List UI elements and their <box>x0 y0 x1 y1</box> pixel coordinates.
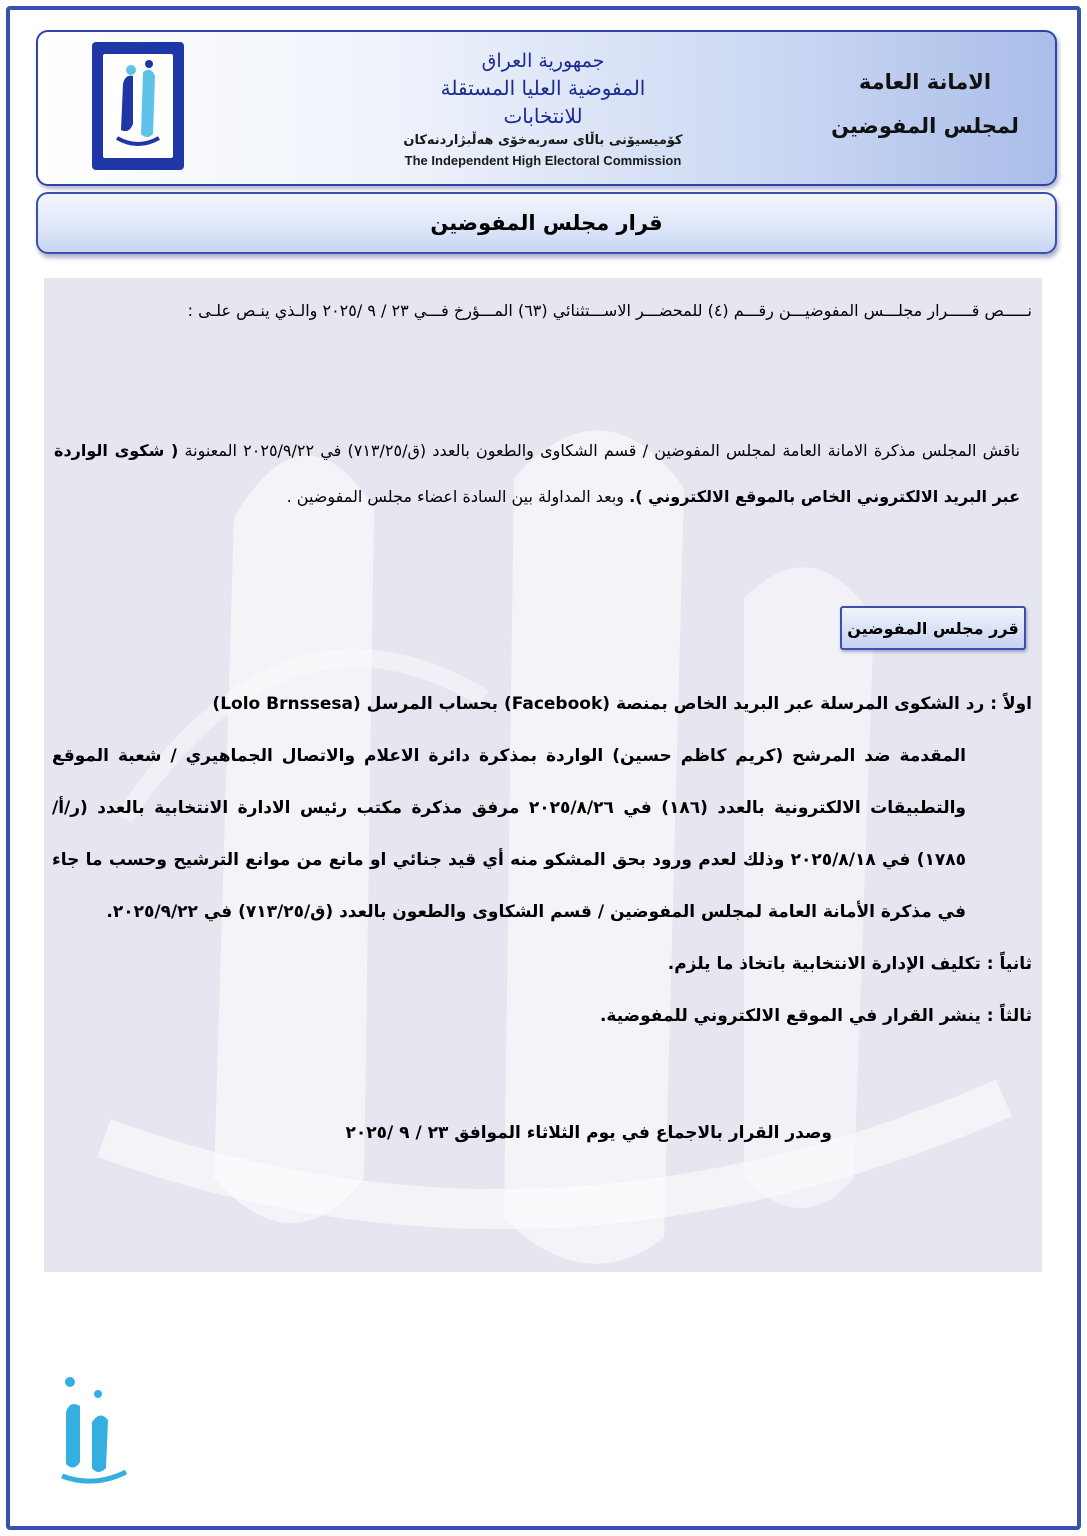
discussion-text-part2: وبعد المداولة بين السادة اعضاء مجلس المفوضين . <box>286 487 625 506</box>
org-name-kurdish: كۆمیسیۆنی باڵای سەربەخۆی هەڵبژاردنەکان <box>403 133 683 148</box>
intro-paragraph: نـــــص قـــــرار مجلـــس المفوضيـــن رقـــم (٤) للمحضـــر الاســـتثنائي (٦٣) المـــؤرخ فـــي ٢٣ / ٩ /٢٠٢٥ والـذي ينـص علـى : <box>187 301 1032 320</box>
decision-heading: قرر مجلس المفوضين <box>840 606 1026 650</box>
letterhead <box>36 30 1057 186</box>
complaint-subject: ( شكوى الواردة عبر البريد الالكتروني الخاص بالموقع الالكتروني ). <box>54 441 1020 506</box>
department-name <box>825 60 1025 148</box>
commission-logo-emblem <box>103 54 173 158</box>
decision-item-first-line: اولاً : رد الشكوى المرسلة عبر البريد الخاص بمنصة (Facebook) بحساب المرسل (Lolo Brnssesa) <box>212 694 1032 714</box>
decision-item-first-continuation: المقدمة ضد المرشح (كريم كاظم حسين) الواردة بمذكرة دائرة الاعلام والاتصال الجماهيري / شعبة الموقع والتطبيقات الالكترونية بالعدد (١٨٦) في ٢٠٢٥/٨/٢٦ مرفق مذكرة مكتب رئيس الادارة الانتخابية بالعدد (ر/أ/١٧٨٥) في ٢٠٢٥/٨/١٨ وذلك لعدم ورود بحق المشكو منه أي قيد جنائي او مانع من موانع الترشيح وحسب ما جاء في مذكرة الأمانة العامة لمجلس المفوضين / قسم الشكاوى والطعون بالعدد (ق/٧١٣/٢٥) في ٢٠٢٥/٩/٢٢. <box>52 746 966 922</box>
document-body <box>44 278 1042 1272</box>
decision-item-second: ثانياً : تكليف الإدارة الانتخابية باتخاذ ما يلزم. <box>667 954 1032 974</box>
org-name-english: The Independent High Electoral Commission <box>404 153 682 168</box>
decision-items <box>52 678 1032 1042</box>
decision-item-third: ثالثاً : ينشر القرار في الموقع الالكتروني للمفوضية. <box>599 1006 1032 1026</box>
org-name-block <box>398 48 688 170</box>
closing-statement: وصدر القرار بالاجماع في يوم الثلاثاء الموافق ٢٣ / ٩ /٢٠٢٥ <box>345 1123 832 1143</box>
org-name-arabic-country: جمهورية العراق <box>481 50 605 72</box>
discussion-text-part1: ناقش المجلس مذكرة الامانة العامة لمجلس المفوضين / قسم الشكاوى والطعون بالعدد (ق/٧١٣/٢٥) في ٢٠٢٥/٩/٢٢ المعنونة <box>184 441 1021 460</box>
department-line-1: الامانة العامة <box>858 70 992 94</box>
commission-logo <box>92 42 184 170</box>
department-line-2: لمجلس المفوضين <box>831 114 1019 138</box>
discussion-paragraph <box>54 428 1020 520</box>
org-name-arabic: المفوضية العليا المستقلة للانتخابات <box>440 76 646 128</box>
document-title-banner <box>36 192 1057 254</box>
document-title: قرار مجلس المفوضين <box>430 211 663 235</box>
footer-logo <box>58 1372 130 1488</box>
